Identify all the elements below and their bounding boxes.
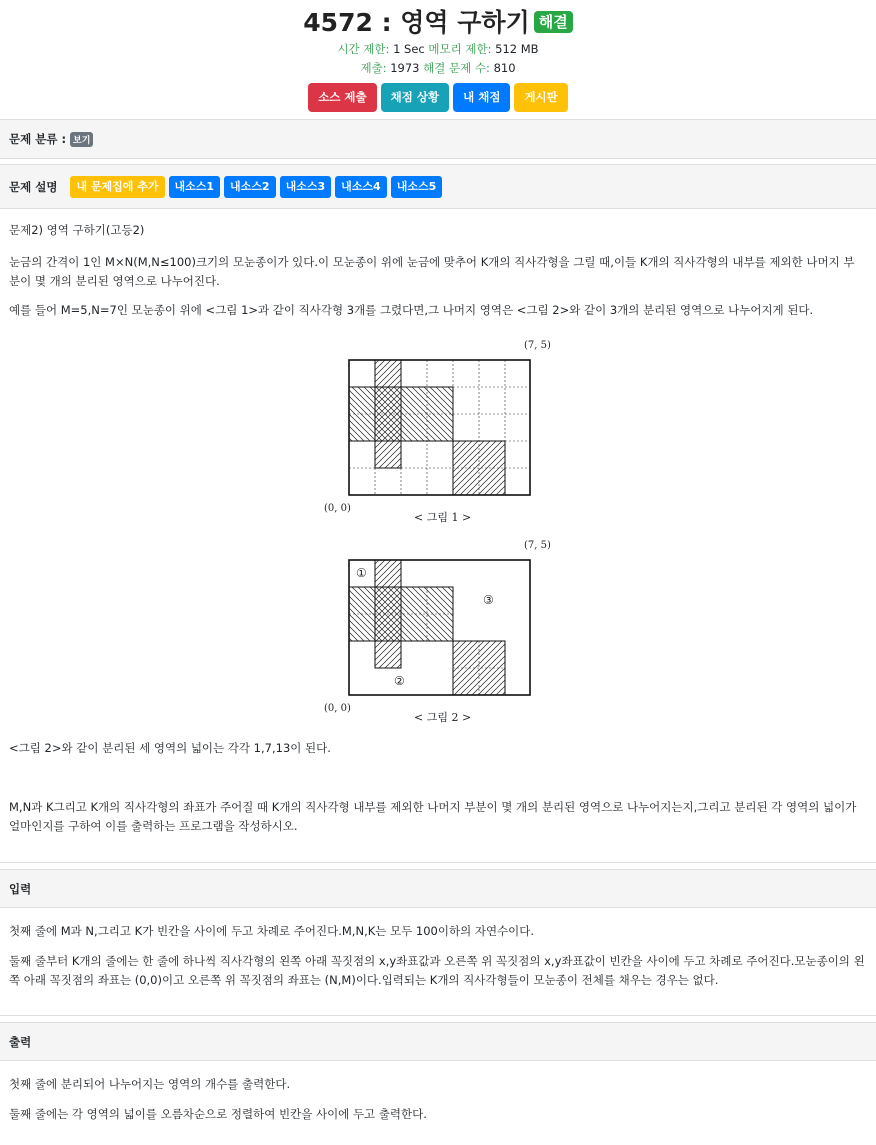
my-source-1-button[interactable]: 내소스1 [169,176,221,198]
stats-line [0,59,876,78]
description-paragraph-5: M,N과 K그리고 K개의 직사각형의 좌표가 주어질 때 K개의 직사각형 내부를 제외한 나머지 부분이 몇 개의 분리된 영역으로 나누어지는지,그리고 분리된 각 영역의 넓이가 얼마인지를 구하여 이를 출력하는 프로그램을 작성하시오. [9,800,857,833]
board-button[interactable]: 게시판 [514,83,567,112]
solved-count-value: 810 [493,61,516,75]
output-header [0,1022,876,1061]
output-paragraph-2: 둘째 줄에는 각 영역의 넓이를 오름차순으로 정렬하여 빈칸을 사이에 두고 출력한다. [9,1107,427,1121]
figure-1-bottom-left-label: (0, 0) [324,503,351,514]
time-limit-value: 1 Sec [393,42,425,56]
my-source-4-button[interactable]: 내소스4 [335,176,387,198]
description-paragraph-3: 예를 들어 M=5,N=7인 모눈종이 위에 <그림 1>과 같이 직사각형 3개를 그렸다면,그 나머지 영역은 <그림 2>와 같이 3개의 분리된 영역으로 나누어지게 된다. [9,303,814,317]
page-title [0,6,876,40]
category-header [0,119,876,159]
submissions-value: 1973 [390,61,420,75]
judge-status-button[interactable]: 채점 상황 [381,83,449,112]
input-label: 입력 [9,881,32,896]
divider [0,1015,876,1016]
region-1-label: ① [356,566,367,580]
description-paragraph-4: <그림 2>와 같이 분리된 세 영역의 넓이는 각각 1,7,13이 된다. [9,741,331,755]
solved-badge: 해결 [534,11,573,33]
input-paragraph-2: 둘째 줄부터 K개의 줄에는 한 줄에 하나씩 직사각형의 왼쪽 아래 꼭짓점의 x,y좌표값과 오른쪽 위 꼭짓점의 x,y좌표값이 빈칸을 사이에 두고 차례로 주어진다.모눈종이의 왼쪽 아래 꼭짓점의 좌표는 (0,0)이고 오른쪽 위 꼭짓점의 좌표는 (N,M)이다.입력되는 K개의 직사각형들이 모눈종이 전체를 채우는 경우는 없다. [9,954,865,987]
description-paragraph-2: 눈금의 간격이 1인 M×N(M,N≤100)크기의 모눈종이가 있다.이 모눈종이 위에 눈금에 맞추어 K개의 직사각형을 그릴 때,이들 K개의 직사각형의 내부를 제외한 나머지 부분이 몇 개의 분리된 영역으로 나누어진다. [9,255,855,288]
description-label: 문제 설명 [9,179,58,194]
divider [0,862,876,863]
problem-header [0,0,876,112]
my-source-5-button[interactable]: 내소스5 [391,176,443,198]
figure-2-grid [320,538,560,728]
figure-1-caption: < 그림 1 > [414,511,472,524]
solved-count-label: 해결 문제 수: [423,61,490,75]
submissions-label: 제출: [360,61,387,75]
region-2-label: ② [394,674,405,688]
action-buttons [0,83,876,112]
category-label: 문제 분류 : [9,132,67,146]
memory-limit-value: 512 MB [495,42,539,56]
figure-2-caption: < 그림 2 > [414,711,472,724]
figure-2-top-right-label: (7, 5) [524,540,551,551]
add-to-set-button[interactable]: 내 문제집에 추가 [70,176,164,198]
output-paragraph-1: 첫째 줄에 분리되어 나누어지는 영역의 개수를 출력한다. [9,1077,291,1091]
figure-1-grid [320,338,560,528]
limits-line [0,40,876,59]
region-3-label: ③ [483,593,494,607]
my-status-button[interactable]: 내 채점 [453,83,510,112]
time-limit-label: 시간 제한: [337,42,390,56]
problem-title: 4572 : 영역 구하기 [303,8,530,37]
show-category-button[interactable]: 보기 [70,132,93,147]
description-paragraph-1: 문제2) 영역 구하기(고등2) [9,223,145,237]
description-header [0,164,876,209]
input-header [0,869,876,908]
my-source-3-button[interactable]: 내소스3 [280,176,332,198]
my-source-2-button[interactable]: 내소스2 [224,176,276,198]
figure-1 [320,338,560,528]
submit-source-button[interactable]: 소스 제출 [308,83,376,112]
figure-2 [320,538,560,728]
input-paragraph-1: 첫째 줄에 M과 N,그리고 K가 빈칸을 사이에 두고 차례로 주어진다.M,N,K는 모두 100이하의 자연수이다. [9,924,535,938]
figure-2-bottom-left-label: (0, 0) [324,703,351,714]
memory-limit-label: 메모리 제한: [428,42,492,56]
output-label: 출력 [9,1034,32,1049]
figure-1-top-right-label: (7, 5) [524,340,551,351]
